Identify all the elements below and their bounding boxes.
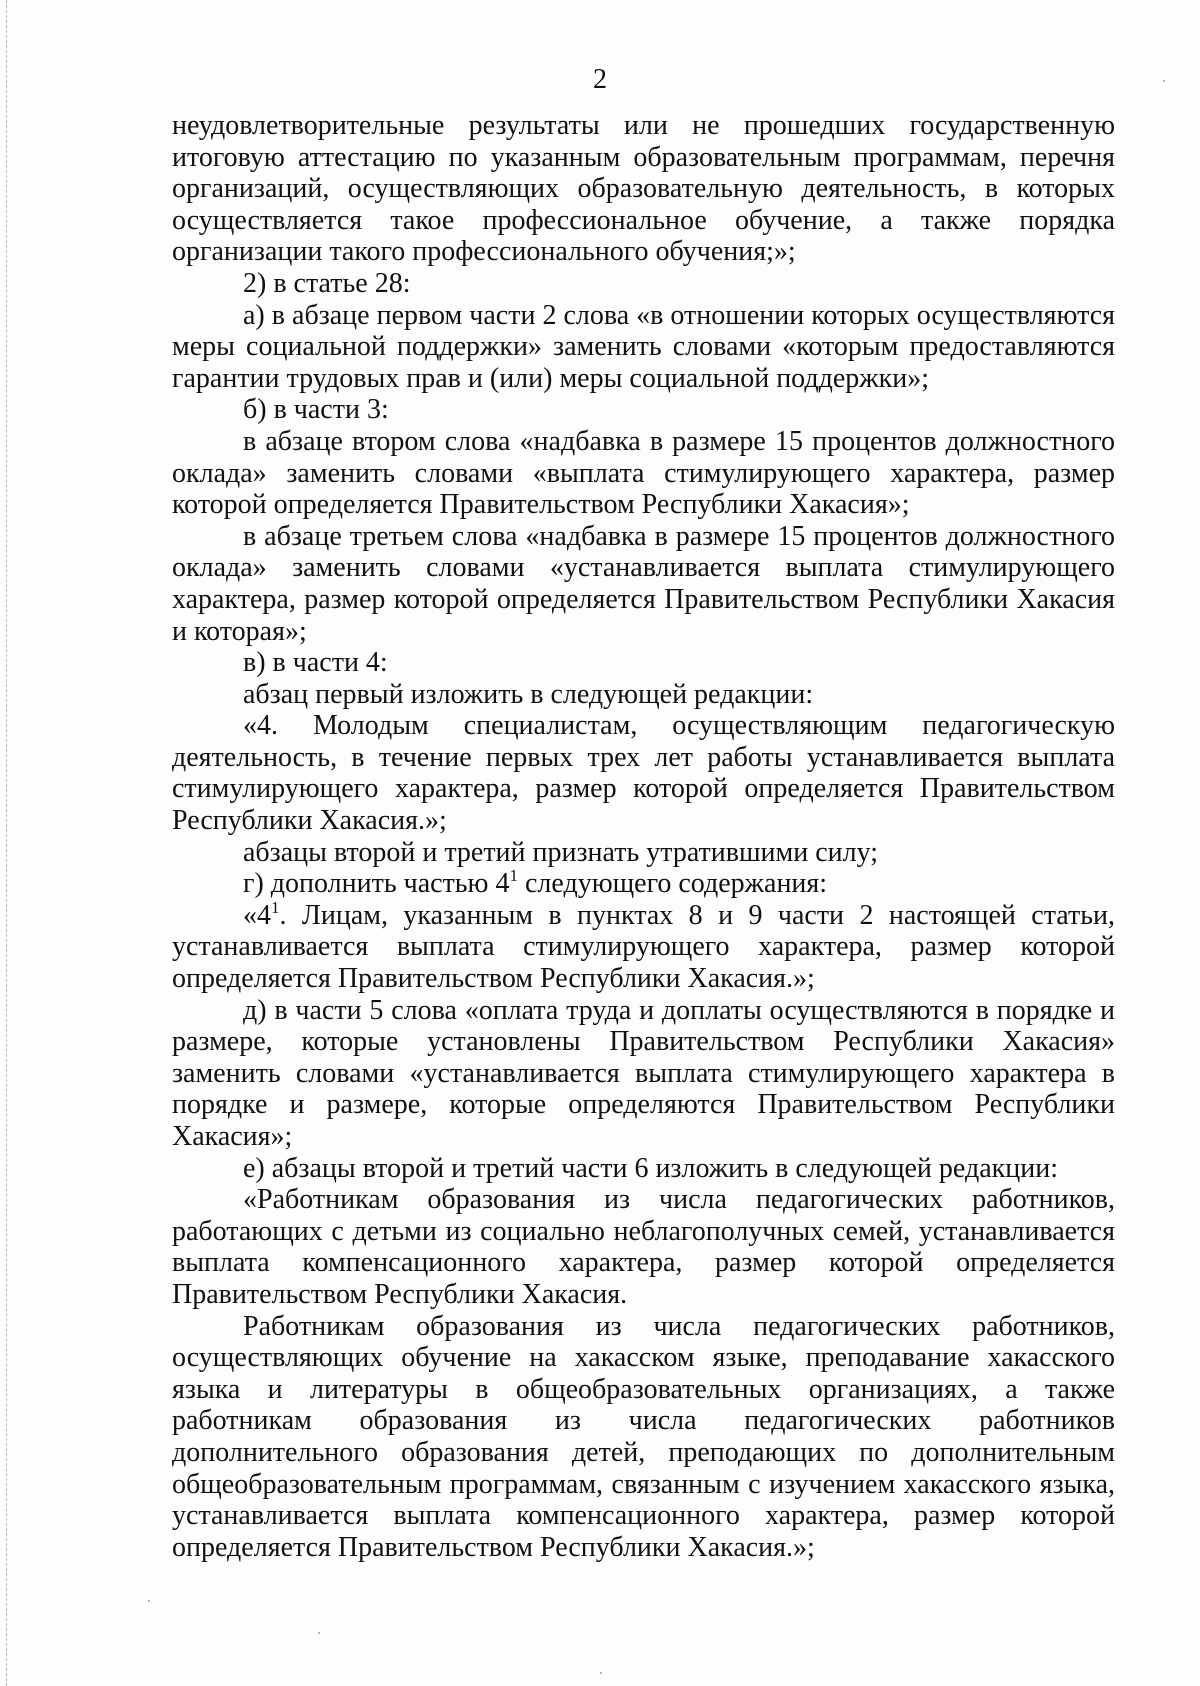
paragraph-11-text: г) дополнить частью 4 (243, 868, 510, 900)
paragraph-13: д) в части 5 слова «оплата труда и доплаты осуществляются в порядке и размере, которые установлены Правительством Республики Хакасия» заменить словами «устанавливается выплата стимулирующего характера в порядке и размере, которые определяются Правительством Республики Хакасия»; (172, 994, 1115, 1152)
paragraph-12-text: «4 (243, 899, 271, 931)
document-body (172, 110, 1115, 1563)
paragraph-12-text-end: . Лицам, указанным в пунктах 8 и 9 части 2 настоящей статьи, устанавливается выплата стимулирующего характера, размер которой определяется Правительством Республики Хакасия.»; (172, 899, 1115, 995)
paragraph-2: 2) в статье 28: (243, 267, 411, 299)
page-number: 2 (593, 64, 607, 95)
scan-speck (1163, 80, 1165, 82)
paragraph-11-text-end: следующего содержания: (517, 868, 828, 900)
paragraph-7: в) в части 4: (243, 647, 388, 679)
superscript: 1 (271, 897, 280, 917)
paragraph-6: в абзаце третьем слова «надбавка в размере 15 процентов должностного оклада» заменить словами «устанавливается выплата стимулирующего характера, размер которой определяется Правительством Республики Хакасия и которая»; (172, 520, 1115, 647)
paragraph-1: неудовлетворительные результаты или не прошедших государственную итоговую аттестацию по указанным образовательным программам, перечня организаций, осуществляющих образовательную деятельность, в которых осуществляется такое профессиональное обучение, а также порядка организации такого профессионального обучения;»; (172, 110, 1115, 268)
paragraph-16: Работникам образования из числа педагогических работников, осуществляющих обучение на хакасском языке, преподавание хакасского языка и литературы в общеобразовательных организациях, а также работникам образования из числа педагогических работников дополнительного образования детей, преподающих по дополнительным общеобразовательным программам, связанным с изучением хакасского языка, устанавливается выплата компенсационного характера, размер которой определяется Правительством Республики Хакасия.»; (172, 1310, 1115, 1563)
scan-speck (318, 1632, 320, 1634)
paragraph-12 (172, 897, 1115, 995)
paragraph-4: б) в части 3: (243, 394, 389, 426)
paragraph-8: абзац первый изложить в следующей редакции: (243, 678, 814, 710)
paragraph-9: «4. Молодым специалистам, осуществляющим педагогическую деятельность, в течение первых трех лет работы устанавливается выплата стимулирующего характера, размер которой определяется Правительством Республики Хакасия.»; (172, 710, 1115, 837)
paragraph-11 (172, 868, 1115, 900)
paragraph-10: абзацы второй и третий признать утратившими силу; (243, 836, 879, 868)
scan-speck (600, 1672, 602, 1674)
superscript: 1 (509, 866, 518, 886)
paragraph-3: а) в абзаце первом части 2 слова «в отношении которых осуществляются меры социальной поддержки» заменить словами «которым предоставляются гарантии трудовых прав и (или) меры социальной поддержки»; (172, 299, 1115, 394)
scan-edge-line (6, 0, 7, 1686)
paragraph-15: «Работникам образования из числа педагогических работников, работающих с детьми из социально неблагополучных семей, устанавливается выплата компенсационного характера, размер которой определяется Правительством Республики Хакасия. (172, 1184, 1115, 1310)
paragraph-5: в абзаце втором слова «надбавка в размере 15 процентов должностного оклада» заменить словами «выплата стимулирующего характера, размер которой определяется Правительством Республики Хакасия»; (172, 425, 1115, 521)
paragraph-14: е) абзацы второй и третий части 6 изложить в следующей редакции: (243, 1152, 1058, 1184)
scan-speck (148, 1600, 150, 1602)
